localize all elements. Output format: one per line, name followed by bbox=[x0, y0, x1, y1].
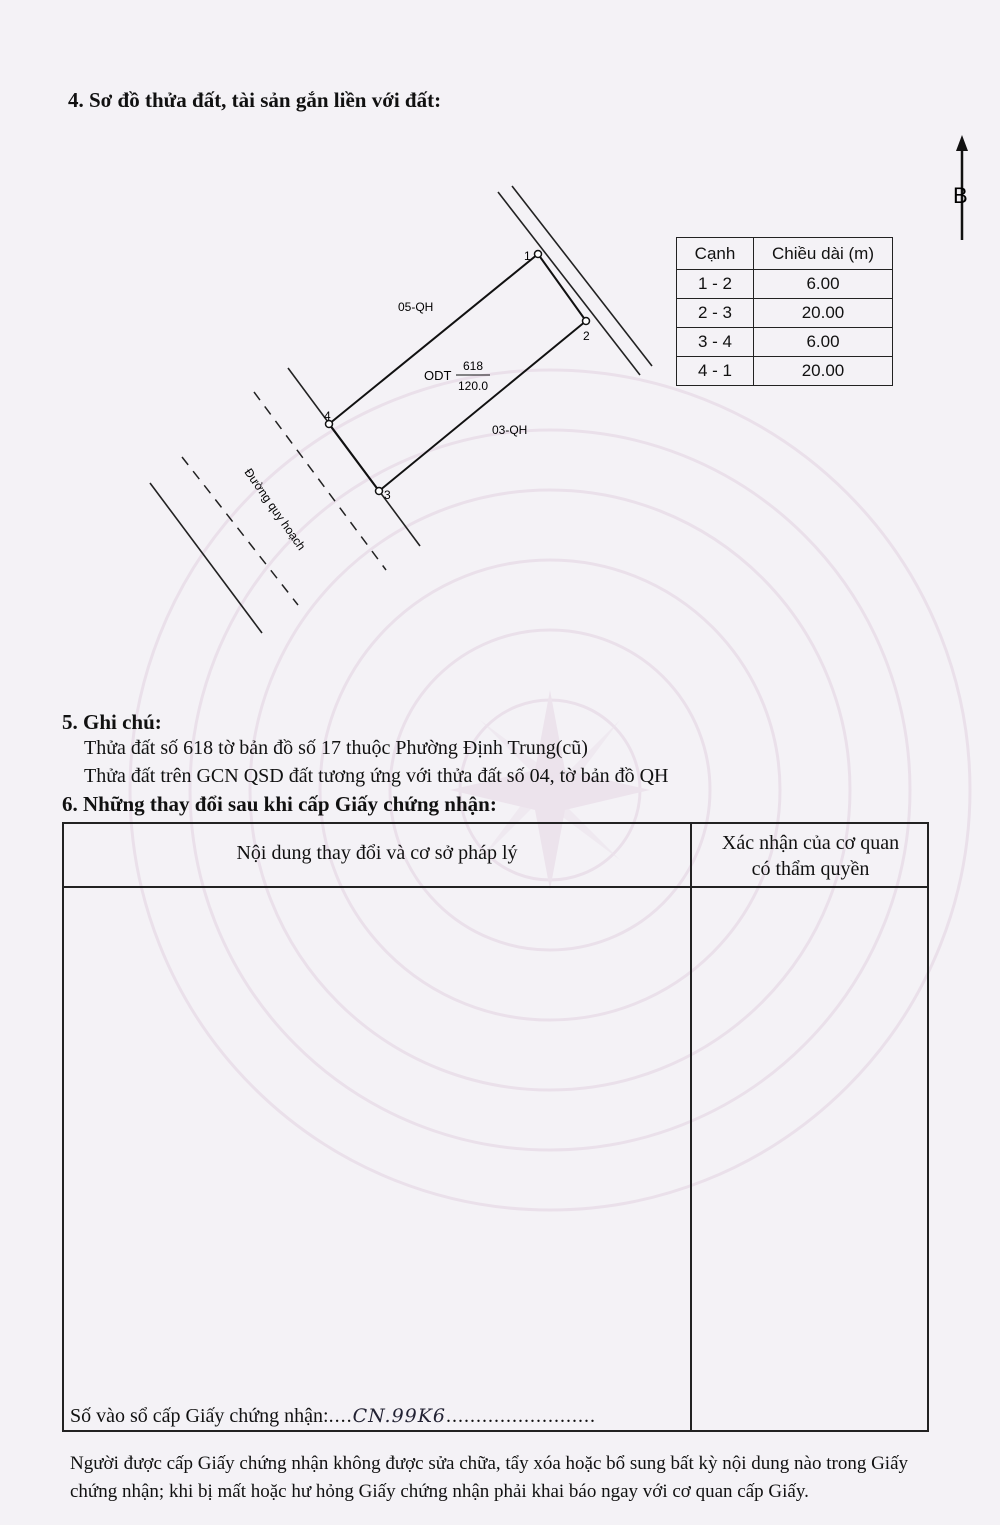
column-divider bbox=[690, 824, 692, 1430]
length-cell: 20.00 bbox=[754, 299, 893, 328]
note-line-1: Thửa đất số 618 tờ bản đồ số 17 thuộc Phường Định Trung(cũ) bbox=[84, 737, 588, 759]
authority-header-line-2: có thẩm quyền bbox=[751, 858, 870, 880]
section-6-title: 6. Những thay đổi sau khi cấp Giấy chứng nhận: bbox=[62, 792, 497, 816]
land-type-label: ODT bbox=[424, 368, 452, 383]
table-row bbox=[677, 328, 893, 357]
length-cell: 6.00 bbox=[754, 328, 893, 357]
vertex-2 bbox=[583, 318, 590, 325]
length-col-header: Chiều dài (m) bbox=[754, 238, 893, 270]
edge-length-table bbox=[676, 237, 893, 386]
table-row bbox=[677, 299, 893, 328]
neighbor-top-label: 05-QH bbox=[398, 300, 434, 314]
header-divider bbox=[64, 886, 927, 888]
road-dashed-line-1 bbox=[254, 392, 386, 570]
road-edge-line-east-1 bbox=[498, 192, 640, 375]
road-solid-line-west bbox=[150, 483, 262, 633]
table-row bbox=[677, 270, 893, 299]
changes-table bbox=[62, 822, 929, 1432]
north-arrow-icon bbox=[940, 135, 985, 245]
parcel-polygon bbox=[329, 254, 586, 491]
north-label: B bbox=[953, 183, 968, 208]
road-dashed-line-2 bbox=[182, 457, 298, 605]
parcel-number-label: 618 bbox=[463, 359, 484, 373]
footer-notice: Người được cấp Giấy chứng nhận không được sửa chữa, tẩy xóa hoặc bổ sung bất kỳ nội dung nào trong Giấy chứng nhận; khi bị mất hoặc hư hỏng Giấy chứng nhận phải khai báo ngay với cơ quan cấp Giấy. bbox=[70, 1453, 909, 1502]
edge-cell: 1 - 2 bbox=[677, 270, 754, 299]
vertex-2-label: 2 bbox=[583, 329, 590, 343]
registry-leading-dots: .... bbox=[328, 1405, 353, 1427]
registry-number-value: CN.99K6 bbox=[352, 1405, 447, 1427]
vertex-1-label: 1 bbox=[524, 249, 531, 263]
registry-trailing-dots: ......................... bbox=[446, 1405, 597, 1427]
authority-header-line-1: Xác nhận của cơ quan bbox=[721, 832, 900, 854]
edge-cell: 2 - 3 bbox=[677, 299, 754, 328]
road-label: Đường quy hoạch bbox=[241, 465, 309, 553]
registry-number-label: Số vào sổ cấp Giấy chứng nhận: bbox=[70, 1405, 329, 1427]
edge-cell: 4 - 1 bbox=[677, 357, 754, 386]
vertex-4-label: 4 bbox=[324, 409, 331, 423]
changes-content-header: Nội dung thay đổi và cơ sở pháp lý bbox=[236, 842, 518, 864]
authority-confirmation-header bbox=[692, 830, 929, 882]
vertex-3-label: 3 bbox=[384, 488, 391, 502]
edge-cell: 3 - 4 bbox=[677, 328, 754, 357]
vertex-1 bbox=[535, 251, 542, 258]
length-cell: 6.00 bbox=[754, 270, 893, 299]
table-row bbox=[677, 357, 893, 386]
vertex-3 bbox=[376, 488, 383, 495]
parcel-diagram bbox=[140, 180, 680, 650]
registry-number-line bbox=[70, 1405, 596, 1428]
neighbor-bottom-label: 03-QH bbox=[492, 423, 528, 437]
road-edge-line-east-2 bbox=[512, 186, 652, 366]
length-cell: 20.00 bbox=[754, 357, 893, 386]
parcel-area-label: 120.0 bbox=[458, 379, 489, 393]
note-line-2: Thửa đất trên GCN QSD đất tương ứng với thửa đất số 04, tờ bản đồ QH bbox=[84, 765, 669, 787]
section-5-title: 5. Ghi chú: bbox=[62, 710, 162, 734]
edge-col-header: Cạnh bbox=[677, 238, 754, 270]
section-4-title: 4. Sơ đồ thửa đất, tài sản gắn liền với đất: bbox=[68, 88, 442, 112]
